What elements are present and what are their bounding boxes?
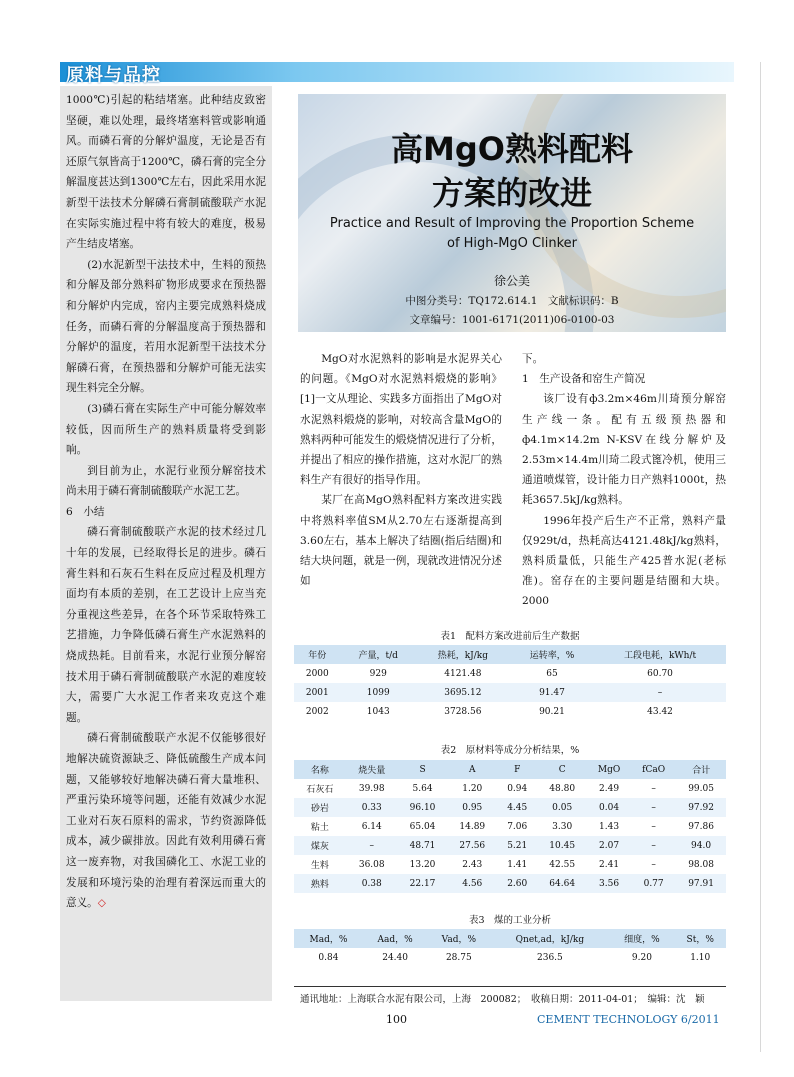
table-cell: 2002 [305, 706, 329, 717]
article-title-en-line1: Practice and Result of Improving the Proportion Scheme [329, 216, 695, 231]
article-title-banner [298, 94, 726, 332]
table-cell: 4.45 [497, 798, 537, 817]
section-header-band [60, 62, 734, 82]
table-header-cell: 热耗，kJ/kg [416, 645, 510, 664]
classification-line: 中图分类号：TQ172.614.1 文献标识码：B [405, 295, 619, 307]
table3-title: 表3 煤的工业分析 [468, 915, 552, 926]
paragraph: 磷石膏制硫酸联产水泥的技术经过几十年的发展，已经取得长足的进步。磷石膏生料和石灰石生料在反应过程及机理方面均有本质的差别，在工艺设计上应当充分重视这些差异，在各个环节采取特殊工艺措施，力争降低磷石膏生产水泥熟料的烧成热耗。目前看来，水泥行业预分解窑技术用于磷石膏制硫酸联产水泥的难度较大，需要广大水泥工作者来攻克这个难题。 [66, 526, 266, 724]
page-number: 100 [386, 1013, 407, 1026]
table-cell: 42.55 [549, 859, 576, 870]
table-cell: 97.86 [688, 821, 714, 832]
paragraph: 磷石膏制硫酸联产水泥不仅能够很好地解决硫资源缺乏、降低硫酸生产成本问题，又能够较好地解决磷石膏大量堆积、严重污染环境等问题，还能有效减少水泥工业对石灰石原料的需求，节约资源降低成本，减少碳排放。因此有效利用磷石膏这一废弃物，对我国磷化工、水泥工业的发展和环境污染的治理有着深远而重大的意义。◇ [66, 732, 266, 910]
table-cell: 石灰石 [306, 785, 334, 795]
table-cell: 煤灰 [294, 836, 346, 855]
table-cell: 13.20 [409, 859, 436, 870]
table-row [294, 855, 726, 874]
table-cell: – [651, 783, 656, 794]
paragraph: 某厂在高MgO熟料配料方案改进实践中将熟料率值SM从2.70左右逐渐提高到3.60左右，基本上解决了结圈(指后结圈)和结大块问题，就是一例，现就改进情况分述如 [300, 494, 502, 588]
article-author: 徐公美 [493, 274, 530, 288]
table-row [294, 779, 726, 798]
table-cell: 94.0 [676, 836, 726, 855]
article-title-en-line2: of High-MgO Clinker [446, 236, 577, 251]
table-cell: 0.77 [631, 874, 676, 893]
table-cell: 1099 [341, 683, 416, 702]
table-cell: 2.49 [599, 783, 620, 794]
paragraph: (2)水泥新型干法技术中，生料的预热和分解及部分熟料矿物形成要求在预热器和分解炉内完成，窑内主要完成熟料烧成任务，而磷石膏的分解温度高于预热器和分解炉的温度，若用水泥新型干法技术分解磷石膏，在预热器和分解炉可能无法实现生料完全分解。 [66, 258, 266, 395]
table-cell: 22.17 [398, 874, 448, 893]
table-header-cell: fCaO [631, 760, 676, 779]
table-header-cell: MgO [587, 760, 631, 779]
table-cell: 2000 [305, 668, 329, 679]
table-row [294, 664, 726, 683]
table-cell: 43.42 [647, 706, 673, 717]
table-cell: 64.64 [537, 874, 587, 893]
table-cell: 2001 [294, 683, 341, 702]
table-cell: 0.94 [507, 783, 528, 794]
paragraph: 下。 [522, 353, 544, 365]
table-cell: 0.38 [346, 874, 398, 893]
table-cell: 236.5 [537, 952, 563, 963]
table-header-cell: 细度，% [609, 929, 674, 948]
table-header-cell: 运转率，% [510, 645, 594, 664]
table-cell: 65.04 [409, 821, 436, 832]
table-cell: 99.05 [688, 783, 714, 794]
table-cell: – [651, 821, 656, 832]
table-cell: 0.04 [587, 798, 631, 817]
table-cell: – [594, 683, 726, 702]
table-cell: 生料 [310, 861, 329, 871]
page-edge-line [760, 62, 761, 1052]
table-header-cell: A [447, 760, 497, 779]
table-cell: 粘土 [310, 823, 329, 833]
table-cell: 97.91 [676, 874, 726, 893]
table-cell: 0.95 [447, 798, 497, 817]
section-title: 原料与品控 [66, 65, 161, 86]
table2-title: 表2 原材料等成分分析结果，% [440, 745, 580, 756]
table-header-cell: 名称 [294, 760, 346, 779]
journal-name: CEMENT TECHNOLOGY 6/2011 [537, 1013, 720, 1026]
table1-title: 表1 配料方案改进前后生产数据 [440, 631, 580, 642]
table-cell: 14.89 [459, 821, 486, 832]
table-header-cell: Qnet,ad，kJ/kg [490, 929, 609, 948]
paragraph: 该厂设有ф3.2m×46m川琦预分解窑生产线一条。配有五级预热器和ф4.1m×14.2m N-KSV在线分解炉及2.53m×14.4m川琦二段式篦冷机，使用三通道喷煤管，设计能力日产熟料1000t，热耗3657.5kJ/kg熟料。 [522, 393, 726, 507]
table-row [294, 817, 726, 836]
table-cell: 6.14 [361, 821, 382, 832]
table-cell: 2.41 [599, 859, 620, 870]
table-header-cell: 产量，t/d [341, 645, 416, 664]
table2 [294, 760, 726, 893]
table-cell: 39.98 [358, 783, 385, 794]
table-cell: 98.08 [688, 859, 714, 870]
table-cell: 24.40 [382, 952, 408, 963]
table-cell: 48.71 [398, 836, 448, 855]
paragraph: 1 生产设备和窑生产简况 [522, 373, 646, 386]
footer-address: 通讯地址：上海联合水泥有限公司，上海 200082； 收稿日期：2011-04-01； 编辑：沈 颖 [300, 994, 705, 1005]
table-header-cell: S [398, 760, 448, 779]
table-cell: 27.56 [447, 836, 497, 855]
section-heading: 6 小结 [66, 505, 105, 518]
table-header-cell: F [497, 760, 537, 779]
table-header-cell: Mad，% [294, 929, 363, 948]
table-row [294, 702, 726, 721]
table-cell: 0.05 [537, 798, 587, 817]
table-cell: 48.80 [549, 783, 576, 794]
paragraph: 到目前为止，水泥行业预分解窑技术尚未用于磷石膏制硫酸联产水泥工艺。 [66, 464, 266, 498]
table-cell: 7.06 [507, 821, 528, 832]
table-cell: 1.43 [599, 821, 620, 832]
table-header-cell: 年份 [294, 645, 341, 664]
paragraph: 1996年投产后生产不正常，熟料产量仅929t/d，热耗高达4121.48kJ/kg熟料，熟料质量低，只能生产425普水泥(老标准)。窑存在的主要问题是结圈和大块。2000 [522, 514, 726, 608]
table-cell: 砂岩 [294, 798, 346, 817]
table-header-cell: Vad，% [427, 929, 490, 948]
table-cell: 91.47 [510, 683, 594, 702]
table-cell: 60.70 [647, 668, 673, 679]
table-cell: 3.30 [552, 821, 573, 832]
table-cell: 5.64 [412, 783, 433, 794]
table-cell: 4121.48 [444, 668, 482, 679]
table-cell: 2.60 [497, 874, 537, 893]
table-header-cell: St，% [674, 929, 726, 948]
table-cell: 1043 [366, 706, 390, 717]
end-mark-icon: ◇ [97, 897, 106, 910]
table3 [294, 929, 726, 967]
article-number-line: 文章编号：1001-6171(2011)06-0100-03 [409, 314, 615, 326]
table-cell: 3.56 [587, 874, 631, 893]
table-cell: 5.21 [497, 836, 537, 855]
right-column [522, 349, 726, 612]
table-cell: 3728.56 [444, 706, 482, 717]
table-cell: 熟料 [294, 874, 346, 893]
table-cell: 90.21 [539, 706, 565, 717]
table-cell: 36.08 [358, 859, 385, 870]
table-cell: 1.41 [507, 859, 528, 870]
table-cell: 1.20 [462, 783, 483, 794]
table-row [294, 948, 726, 967]
article-title-cn-line2: 方案的改进 [431, 174, 592, 212]
table-cell: 3695.12 [416, 683, 510, 702]
table1 [294, 645, 726, 721]
table-cell: 65 [546, 668, 558, 679]
table-cell: 10.45 [537, 836, 587, 855]
table-cell: 1.10 [690, 952, 711, 963]
footer-divider [294, 986, 726, 987]
table-cell: 4.56 [447, 874, 497, 893]
table-cell: 9.20 [631, 952, 652, 963]
table-cell: 2.43 [462, 859, 483, 870]
table-cell: 0.84 [318, 952, 339, 963]
table-cell: – [346, 836, 398, 855]
table-row [294, 874, 726, 893]
table-cell: – [631, 836, 676, 855]
table-cell: – [651, 859, 656, 870]
table-row [294, 836, 726, 855]
table-header-cell: Aad，% [363, 929, 427, 948]
paragraph: (3)磷石膏在实际生产中可能分解效率较低，因而所生产的熟料质量将受到影响。 [66, 402, 266, 457]
left-column [60, 86, 272, 1001]
table-cell: 929 [369, 668, 387, 679]
table-cell: 97.92 [676, 798, 726, 817]
paragraph: MgO对水泥熟料的影响是水泥界关心的问题。《MgO对水泥熟料煅烧的影响》[1]一文从理论、实践多方面指出了MgO对水泥熟料煅烧的影响，对较高含量MgO的熟料两种可能发生的煅烧情况进行了分析，并提出了相应的操作措施，这对水泥厂的熟料生产有很好的指导作用。 [300, 353, 502, 487]
middle-column [300, 349, 502, 591]
table-cell: 0.33 [346, 798, 398, 817]
table-cell: – [631, 798, 676, 817]
table-row [294, 798, 726, 817]
table-cell: 2.07 [587, 836, 631, 855]
table-header-cell: 烧失量 [346, 760, 398, 779]
table-cell: 28.75 [445, 952, 472, 963]
table-header-cell: 工段电耗，kWh/t [594, 645, 726, 664]
table-header-cell: C [537, 760, 587, 779]
article-title-cn-line1: 高MgO熟料配料 [391, 130, 633, 168]
table-row [294, 683, 726, 702]
paragraph: 1000℃)引起的粘结堵塞。此种结皮致密坚硬，难以处理，最终堵塞料管或影响通风。而磷石膏的分解炉温度，无论是否有还原气氛皆高于1200℃，磷石膏的完全分解温度甚达到1300℃左右，因此采用水泥新型干法技术分解磷石膏制硫酸联产水泥在实际实施过程中将有较大的难度，极易产生结皮堵塞。 [66, 94, 266, 251]
table-cell: 96.10 [398, 798, 448, 817]
table-header-cell: 合计 [676, 760, 726, 779]
